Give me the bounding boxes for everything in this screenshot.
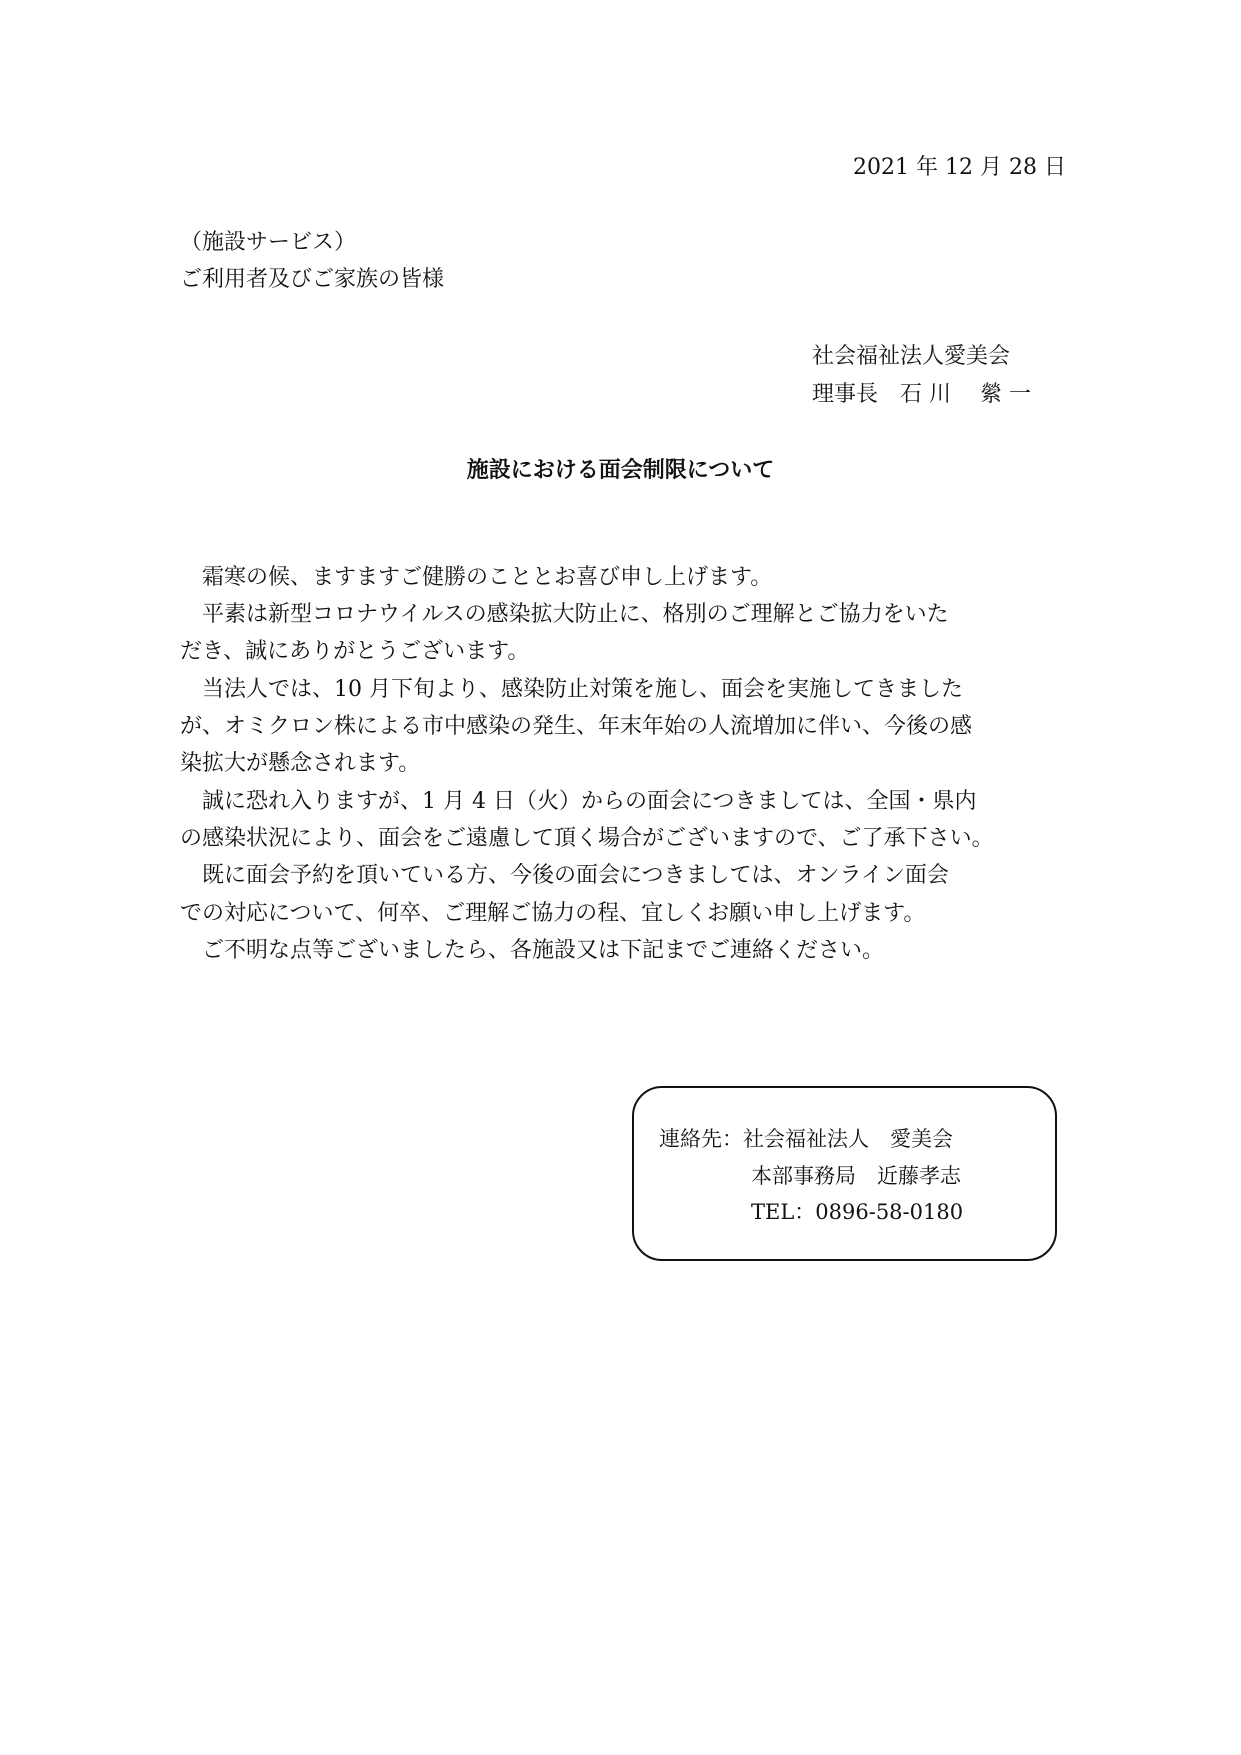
body-line: 誠に恐れ入りますが、1 月 4 日（火）からの面会につきましては、全国・県内	[180, 789, 977, 814]
contact-phone: TEL：0896-58-0180	[751, 1200, 964, 1224]
document-date: 2021 年 12 月 28 日	[853, 155, 1066, 180]
body-line: での対応について、何卒、ご理解ご協力の程、宜しくお願い申し上げます。	[180, 901, 926, 926]
sender-chairman: 理事長 石 川 縈 一	[812, 382, 1031, 407]
sender-organization: 社会福祉法人愛美会	[812, 344, 1011, 369]
body-line: 当法人では、10 月下旬より、感染防止対策を施し、面会を実施してきました	[180, 677, 963, 702]
body-line: 霜寒の候、ますますご健勝のこととお喜び申し上げます。	[180, 565, 773, 590]
body-line: の感染状況により、面会をご遠慮して頂く場合がございますので、ご了承下さい。	[180, 826, 994, 851]
contact-organization: 連絡先：社会福祉法人 愛美会	[659, 1127, 953, 1151]
body-line: だき、誠にありがとうございます。	[180, 639, 530, 664]
body-line: 平素は新型コロナウイルスの感染拡大防止に、格別のご理解とご協力をいた	[180, 602, 949, 627]
body-line: ご不明な点等ございましたら、各施設又は下記までご連絡ください。	[180, 938, 885, 963]
recipient-category: （施設サービス）	[180, 230, 357, 255]
recipient-name: ご利用者及びご家族の皆様	[180, 267, 445, 292]
body-line: 染拡大が懸念されます。	[180, 751, 421, 776]
body-line: が、オミクロン株による市中感染の発生、年末年始の人流増加に伴い、今後の感	[180, 714, 973, 739]
contact-person: 本部事務局 近藤孝志	[751, 1164, 961, 1188]
document-title: 施設における面会制限について	[466, 458, 775, 483]
contact-box	[632, 1086, 1057, 1261]
body-line: 既に面会予約を頂いている方、今後の面会につきましては、オンライン面会	[180, 863, 949, 888]
